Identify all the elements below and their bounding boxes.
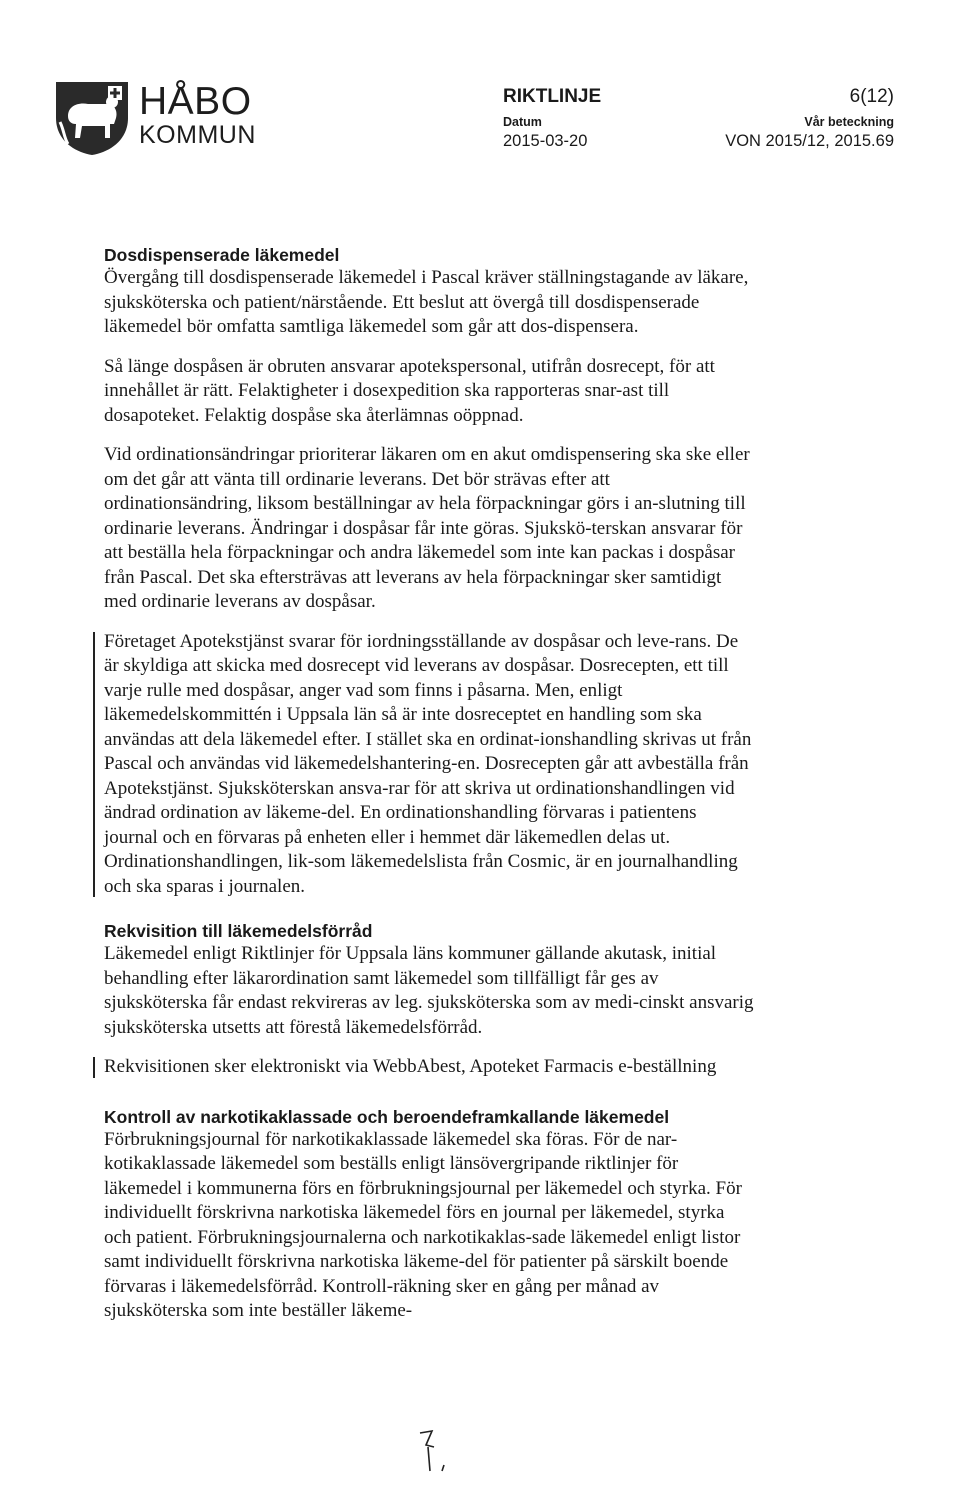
section-heading: Dosdispenserade läkemedel xyxy=(104,245,340,265)
document-body xyxy=(104,244,754,1324)
org-name-line1: HÅBO xyxy=(139,80,252,123)
document-type: RIKTLINJE xyxy=(503,86,602,107)
section-heading: Kontroll av narkotikaklassade och beroendeframkallande läkemedel xyxy=(104,1106,670,1127)
organization-name xyxy=(139,80,256,150)
paragraph: Så länge dospåsen är obruten ansvarar apotekspersonal, utifrån dosrecept, för att innehållet är rätt. Felaktigheter i dosexpedition ska rapporteras snar-ast till dosapoteket. Felaktig dospåse ska återlämnas oöppnad. xyxy=(104,355,715,426)
paragraph: Läkemedel enligt Riktlinjer för Uppsala läns kommuner gällande akutask, initial behandling efter läkarordination samt läkemedel som tillfälligt får ges av sjuksköterska får endast rekvireras av leg. sjuksköterska som av medi-cinskt ansvarig sjuksköterska utsetts att förestå läkemedelsförråd. xyxy=(104,943,754,1038)
paragraph-revised: Företaget Apotekstjänst svarar för iordningsställande av dospåsar och leve-rans. De är skyldiga att skicka med dosrecept vid leverans av dospåsar. Dosrecepten, ett till varje rulle med dospåsar, anger vad som finns i påsarna. Men, enligt läkemedelskommittén i Uppsala län så är inte dosreceptet en handling som ska användas att dela läkemedel efter. I stället ska en ordinat-ionshandling skrivas ut från Pascal och användas vid läkemedelshantering-en. Dosrecepten går att avbeställa från Apotekstjänst. Sjuksköterskan ansva-rar för att skriva ut ordinationshandlingen vid ändrad ordination av läkeme-del. En ordinationshandling förvaras i patientens journal och en förvaras på enheten eller i hemmet där läkemedlen delas ut. Ordinationshandlingen, lik-som läkemedelslista från Cosmic, är en journalhandling och ska sparas i journalen. xyxy=(104,630,754,900)
reference-value: VON 2015/12, 2015.69 xyxy=(725,132,894,150)
handwritten-mark-icon xyxy=(414,1425,466,1475)
org-name-line2: KOMMUN xyxy=(139,121,256,149)
paragraph: Förbrukningsjournal för narkotikaklassade läkemedel ska föras. För de nar-kotikaklassade läkemedel som beställs enligt länsövergripande riktlinjer för läkemedel i kommunerna förs en förbrukningsjournal per läkemedel och styrka. För individuellt förskrivna narkotiska läkemedel förs en journal per läkemedel, styrka och patient. Förbrukningsjournalerna och narkotikaklas-sade läkemedel enligt listor samt individuellt förskrivna narkotiska läkeme-del för patienter på särskilt boende förvaras i läkemedelsförråd. Kontroll-räkning sker en gång per månad av sjuksköterska som inte beställer läkeme- xyxy=(104,1128,742,1321)
paragraph: Övergång till dosdispenserade läkemedel i Pascal kräver ställningstagande av läkare, sjuksköterska och patient/närstående. Ett beslut att övergå till dosdispenserade läkemedel bör omfatta samtliga läkemedel som går att dos-dispensera. xyxy=(104,267,749,337)
paragraph: Vid ordinationsändringar prioriterar läkaren om en akut omdispensering ska ske eller om det går att vänta till ordinarie leverans. Det bör strävas efter att ordinationsändring, liksom beställningar av hela förpackningar görs i an-slutning till ordinarie leverans. Ändringar i dospåsar får inte göras. Sjukskö-terskan ansvarar för att beställa hela förpackningar och andra läkemedel som inte kan packas i dospåsar från Pascal. Det ska eftersträvas att leverans av hela förpackningar sker samtidigt med ordinarie leverans av dospåsar. xyxy=(104,444,750,612)
date-value: 2015-03-20 xyxy=(503,132,588,150)
coat-of-arms-icon xyxy=(52,78,132,156)
page-number: 6(12) xyxy=(849,86,894,107)
section-heading: Rekvisition till läkemedelsförråd xyxy=(104,921,373,941)
date-label: Datum xyxy=(503,115,542,129)
paragraph-revised: Rekvisitionen sker elektroniskt via WebbAbest, Apoteket Farmacis e-beställning xyxy=(104,1055,754,1080)
reference-label: Vår beteckning xyxy=(804,115,894,129)
